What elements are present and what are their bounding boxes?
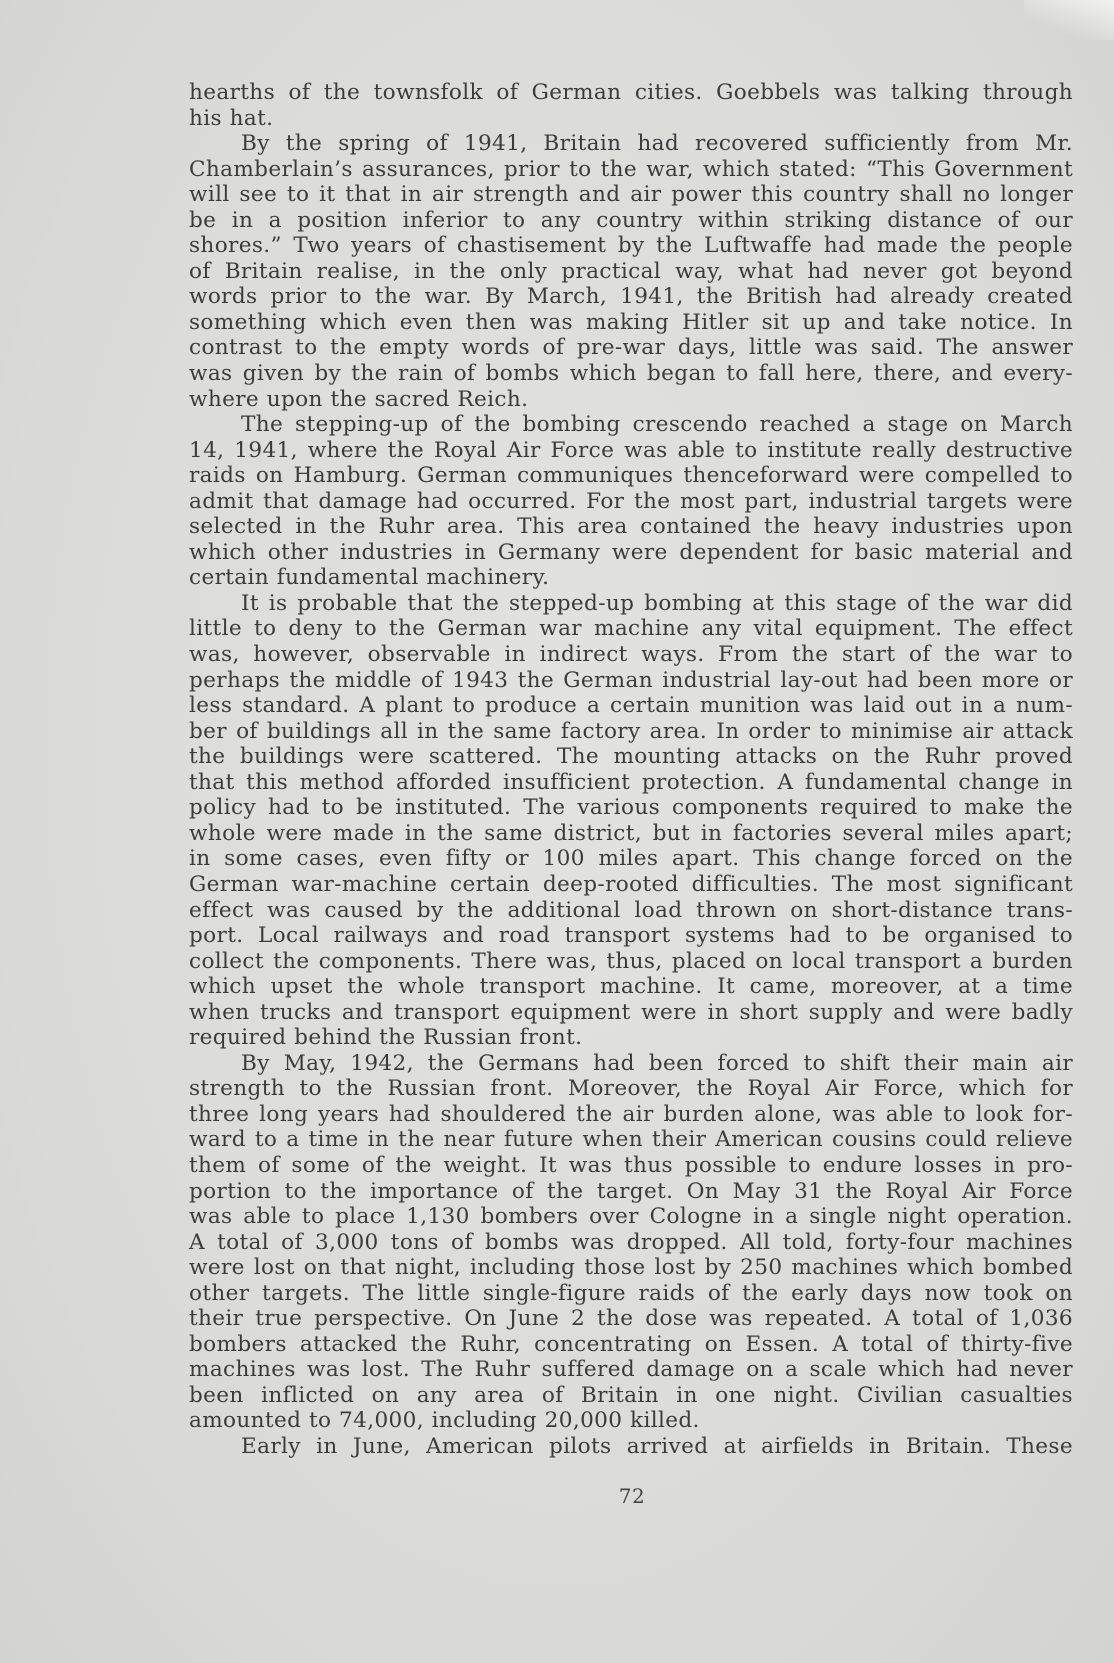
text-line: little to deny to the German war machine any vital equipment. The effect xyxy=(189,616,1073,642)
text-line: when trucks and transport equipment were in short supply and were badly xyxy=(189,999,1073,1025)
text-line: that this method afforded insufficient protection. A fundamental change in xyxy=(189,769,1073,795)
text-line: of Britain realise, in the only practical way, what had never got beyond xyxy=(189,258,1073,284)
text-line: effect was caused by the additional load thrown on short-distance trans- xyxy=(189,897,1073,923)
text-line: their true perspective. On June 2 the dose was repeated. A total of 1,036 xyxy=(189,1306,1073,1332)
text-line: whole were made in the same district, but in factories several miles apart; xyxy=(189,820,1073,846)
text-line: ward to a time in the near future when their American cousins could relieve xyxy=(189,1127,1073,1153)
text-line: The stepping-up of the bombing crescendo reached a stage on March xyxy=(241,412,1073,438)
text-line: A total of 3,000 tons of bombs was dropped. All told, forty-four machines xyxy=(189,1229,1073,1255)
text-line: amounted to 74,000, including 20,000 killed. xyxy=(189,1408,700,1434)
text-line: 14, 1941, where the Royal Air Force was able to institute really destructive xyxy=(189,437,1073,463)
text-line: port. Local railways and road transport systems had to be organised to xyxy=(189,923,1073,949)
text-line: By the spring of 1941, Britain had recovered sufficiently from Mr. xyxy=(241,131,1073,157)
text-line: was given by the rain of bombs which began to fall here, there, and every- xyxy=(189,361,1073,387)
text-line: shores.” Two years of chastisement by the Luftwaffe had made the people xyxy=(189,233,1073,259)
text-line: be in a position inferior to any country within striking distance of our xyxy=(189,207,1073,233)
text-line: selected in the Ruhr area. This area contained the heavy industries upon xyxy=(189,514,1073,540)
text-line: By May, 1942, the Germans had been forced to shift their main air xyxy=(241,1050,1073,1076)
text-line: were lost on that night, including those lost by 250 machines which bombed xyxy=(189,1255,1073,1281)
text-line: certain fundamental machinery. xyxy=(189,565,550,591)
paragraph xyxy=(189,131,1073,412)
text-line: was, however, observable in indirect ways. From the start of the war to xyxy=(189,642,1073,668)
page-number: 72 xyxy=(618,1484,646,1508)
text-line: where upon the sacred Reich. xyxy=(189,386,529,412)
text-line: bombers attacked the Ruhr, concentrating on Essen. A total of thirty-five xyxy=(189,1331,1073,1357)
text-line: less standard. A plant to produce a certain munition was laid out in a num- xyxy=(189,693,1073,719)
text-line: strength to the Russian front. Moreover, the Royal Air Force, which for xyxy=(189,1076,1073,1102)
text-line: his hat. xyxy=(189,105,274,131)
text-line: something which even then was making Hitler sit up and take notice. In xyxy=(189,309,1073,335)
text-line: the buildings were scattered. The mounting attacks on the Ruhr proved xyxy=(189,744,1073,770)
text-line: perhaps the middle of 1943 the German industrial lay-out had been more or xyxy=(189,667,1073,693)
text-line: hearths of the townsfolk of German cities. Goebbels was talking through xyxy=(189,80,1073,105)
body-text xyxy=(189,80,1073,1460)
text-line: in some cases, even fifty or 100 miles apart. This change forced on the xyxy=(189,846,1073,872)
text-line: contrast to the empty words of pre-war days, little was said. The answer xyxy=(189,335,1073,361)
text-line: words prior to the war. By March, 1941, the British had already created xyxy=(189,284,1073,310)
text-line: was able to place 1,130 bombers over Cologne in a single night operation. xyxy=(189,1204,1073,1230)
text-line: policy had to be instituted. The various components required to make the xyxy=(189,795,1073,821)
text-line: which upset the whole transport machine. It came, moreover, at a time xyxy=(189,974,1073,1000)
text-line: ber of buildings all in the same factory area. In order to minimise air attack xyxy=(189,718,1073,744)
paragraph xyxy=(189,412,1073,591)
text-line: Early in June, American pilots arrived at airfields in Britain. These xyxy=(241,1433,1073,1459)
text-line: three long years had shouldered the air burden alone, was able to look for- xyxy=(189,1101,1073,1127)
paragraph xyxy=(189,80,1073,131)
text-line: German war-machine certain deep-rooted difficulties. The most significant xyxy=(189,871,1073,897)
text-line: them of some of the weight. It was thus possible to endure losses in pro- xyxy=(189,1152,1073,1178)
text-line: other targets. The little single-figure raids of the early days now took on xyxy=(189,1280,1073,1306)
text-line: raids on Hamburg. German communiques thenceforward were compelled to xyxy=(189,463,1073,489)
paragraph xyxy=(189,1051,1073,1434)
text-line: Chamberlain’s assurances, prior to the war, which stated: “This Government xyxy=(189,156,1073,182)
text-line: been inflicted on any area of Britain in one night. Civilian casualties xyxy=(189,1382,1073,1408)
text-line: which other industries in Germany were dependent for basic material and xyxy=(189,539,1073,565)
text-line: required behind the Russian front. xyxy=(189,1025,583,1051)
text-line: portion to the importance of the target. On May 31 the Royal Air Force xyxy=(189,1178,1073,1204)
text-line: collect the components. There was, thus, placed on local transport a burden xyxy=(189,948,1073,974)
text-line: It is probable that the stepped-up bombing at this stage of the war did xyxy=(241,590,1073,616)
paragraph xyxy=(189,591,1073,1051)
text-line: admit that damage had occurred. For the most part, industrial targets were xyxy=(189,488,1073,514)
text-line: machines was lost. The Ruhr suffered damage on a scale which had never xyxy=(189,1357,1073,1383)
paragraph xyxy=(189,1434,1073,1460)
text-line: will see to it that in air strength and air power this country shall no longer xyxy=(189,182,1073,208)
